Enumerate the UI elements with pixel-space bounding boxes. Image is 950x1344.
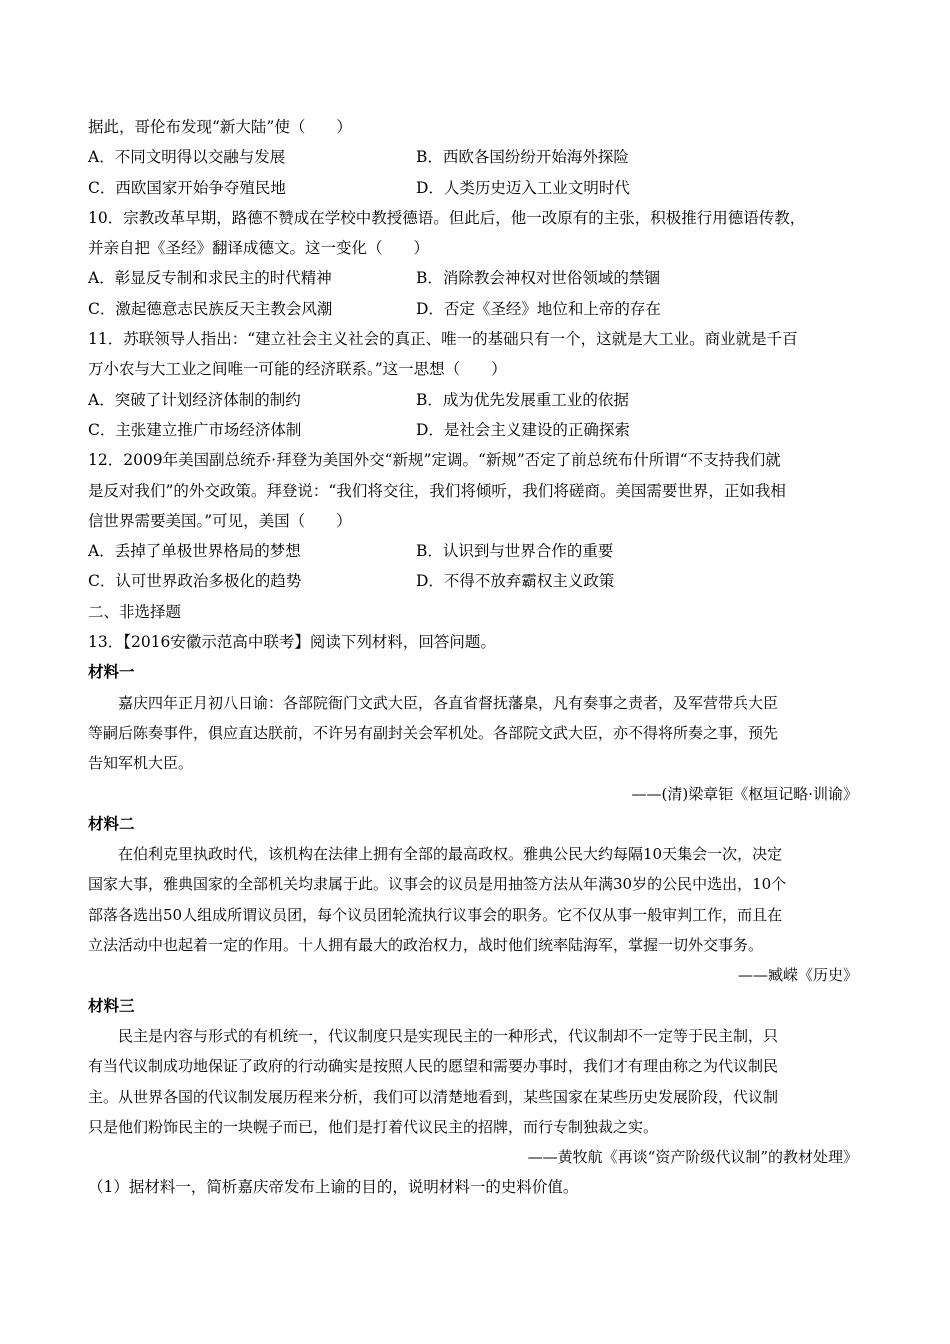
material-1-label: 材料一 (88, 662, 135, 682)
material-2-source: ——臧嵘《历史》 (737, 966, 858, 985)
q11-stem-line-2: 万小农与大工业之间唯一可能的经济联系。”这一思想（ ） (88, 360, 507, 379)
q10-option-b: B．消除教会神权对世俗领域的禁锢 (416, 269, 660, 288)
q9-option-c: C．西欧国家开始争夺殖民地 (88, 178, 286, 197)
q12-option-a: A．丢掉了单极世界格局的梦想 (88, 542, 301, 561)
q9-options-row-2 (88, 173, 868, 203)
q10-option-c: C．激起德意志民族反天主教会风潮 (88, 299, 333, 318)
q9-option-a: A．不同文明得以交融与发展 (88, 148, 286, 167)
q9-options-row-1 (88, 142, 868, 172)
q10-options-row-2 (88, 294, 868, 324)
q11-option-d: D．是社会主义建设的正确探索 (416, 420, 630, 439)
material-2-label: 材料二 (88, 813, 135, 833)
section-heading: 二、非选择题 (88, 602, 182, 621)
material-3-line-2: 有当代议制成功地保证了政府的行动确实是按照人民的愿望和需要办事时，我们才有理由称之为代议制民 (88, 1057, 779, 1076)
exam-page (88, 112, 868, 1203)
material-3-line-1: 民主是内容与形式的有机统一，代议制度只是实现民主的一种形式，代议制却不一定等于民主制，只 (118, 1026, 779, 1045)
q11-option-b: B．成为优先发展重工业的依据 (416, 390, 629, 409)
q12-option-b: B．认识到与世界合作的重要 (416, 542, 614, 561)
q12-stem-line-3: 信世界需要美国。”可见，美国（ ） (88, 511, 352, 530)
q10-option-d: D．否定《圣经》地位和上帝的存在 (416, 299, 661, 318)
material-3-source: ——黄牧航《再谈“资产阶级代议制”的教材处理》 (527, 1148, 858, 1167)
q11-option-a: A．突破了计划经济体制的制约 (88, 390, 301, 409)
q13-stem: 13．【2016安徽示范高中联考】阅读下列材料，回答问题。 (88, 633, 496, 652)
material-1-line-3: 告知军机大臣。 (88, 754, 194, 773)
q11-options-row-1 (88, 385, 868, 415)
material-2-line-4: 立法活动中也起着一定的作用。十人拥有最大的政治权力，战时他们统率陆海军，掌握一切外交事务。 (88, 936, 764, 955)
material-3-label: 材料三 (88, 995, 135, 1015)
q11-options-row-2 (88, 415, 868, 445)
material-3-line-3: 主。从世界各国的代议制发展历程来分析，我们可以清楚地看到，某些国家在某些历史发展阶段，代议制 (88, 1087, 779, 1106)
q11-stem-line-1: 11．苏联领导人指出：“建立社会主义社会的真正、唯一的基础只有一个，这就是大工业。商业就是千百 (88, 330, 798, 349)
material-1-line-1: 嘉庆四年正月初八日谕：各部院衙门文武大臣，各直省督抚藩臬，凡有奏事之责者，及军营带兵大臣 (118, 693, 779, 712)
q10-options-row-1 (88, 263, 868, 293)
material-2-line-2: 国家大事，雅典国家的全部机关均隶属于此。议事会的议员是用抽签方法从年满30岁的公民中选出，10个 (88, 875, 787, 894)
q12-stem-line-1: 12．2009年美国副总统乔·拜登为美国外交“新规”定调。“新规”否定了前总统布什所谓“不支持我们就 (88, 451, 781, 470)
material-2-line-3: 部落各选出50人组成所谓议员团，每个议员团轮流执行议事会的职务。它不仅从事一般审判工作，而且在 (88, 905, 783, 924)
q10-option-a: A．彰显反专制和求民主的时代精神 (88, 269, 332, 288)
q11-option-c: C．主张建立推广市场经济体制 (88, 420, 302, 439)
material-3-line-4: 只是他们粉饰民主的一块幌子而已，他们是打着代议民主的招牌，而行专制独裁之实。 (88, 1117, 659, 1136)
q12-options-row-2 (88, 566, 868, 596)
q10-stem-line-2: 并亲自把《圣经》翻译成德文。这一变化（ ） (88, 239, 430, 258)
q13-subquestion-1: （1）据材料一，简析嘉庆帝发布上谕的目的，说明材料一的史料价值。 (88, 1178, 579, 1197)
q12-stem-line-2: 是反对我们”的外交政策。拜登说：“我们将交往，我们将倾听，我们将磋商。美国需要世界，正如我相 (88, 481, 786, 500)
q9-option-b: B．西欧各国纷纷开始海外探险 (416, 148, 629, 167)
q9-option-d: D．人类历史迈入工业文明时代 (416, 178, 630, 197)
material-1-source: ——(清)梁章钜《枢垣记略·训谕》 (631, 784, 858, 803)
q9-stem: 据此，哥伦布发现“新大陆”使（ ） (88, 118, 352, 136)
q10-stem-line-1: 10．宗教改革早期，路德不赞成在学校中教授德语。但此后，他一改原有的主张，积极推行用德语传教， (88, 208, 806, 227)
q12-option-d: D．不得不放弃霸权主义政策 (416, 572, 615, 591)
q12-options-row-1 (88, 536, 868, 566)
material-1-line-2: 等嗣后陈奏事件，俱应直达朕前，不许另有副封关会军机处。各部院文武大臣，亦不得将所奏之事，预先 (88, 723, 779, 742)
material-2-line-1: 在伯利克里执政时代，该机构在法律上拥有全部的最高政权。雅典公民大约每隔10天集会一次，决定 (118, 845, 783, 864)
q12-option-c: C．认可世界政治多极化的趋势 (88, 572, 302, 591)
